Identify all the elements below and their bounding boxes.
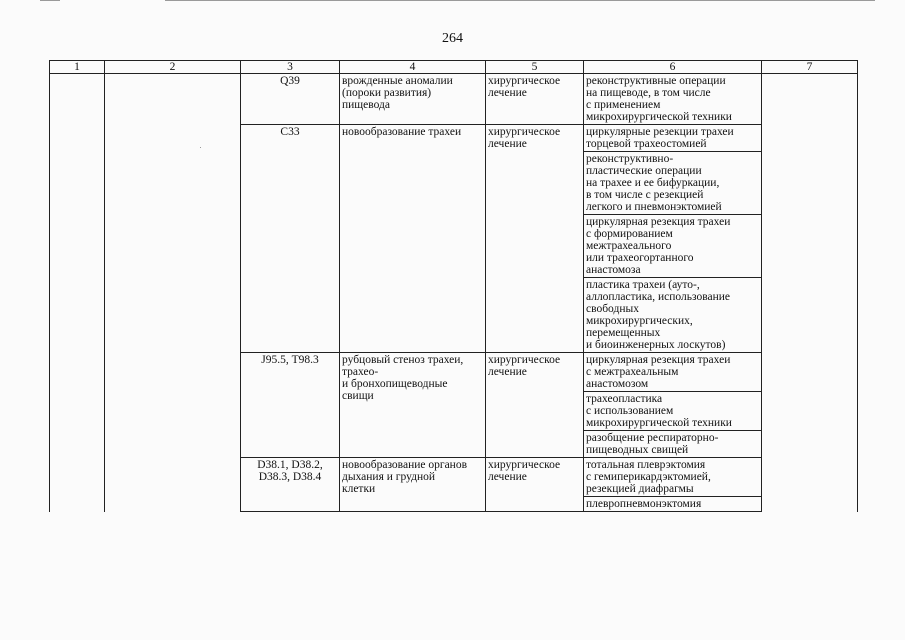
diagnosis-code: D38.3, D38.4	[258, 471, 322, 483]
method-text: трахеопластика	[586, 393, 663, 405]
treatment-cell	[486, 458, 584, 512]
diagnosis-code-cell	[241, 458, 340, 512]
diagnosis-text: клетки	[342, 483, 376, 495]
method-text: с гемиперикардэктомией,	[586, 471, 711, 483]
column-number: 5	[486, 61, 584, 74]
method-text: тотальная плеврэктомия	[586, 459, 706, 471]
method-text: с межтрахеальным	[586, 366, 679, 378]
treatment-type: лечение	[488, 366, 527, 378]
column-number-row	[50, 61, 858, 74]
diagnosis-code-cell	[241, 74, 340, 125]
method-cell	[584, 497, 762, 512]
scan-top-edge-left	[40, 0, 60, 1]
treatment-type: хирургическое	[488, 459, 561, 471]
method-text: микрохирургической техники	[586, 111, 732, 123]
diagnosis-code: Q39	[280, 75, 300, 87]
diagnosis-code-cell	[241, 353, 340, 458]
method-text: на пищеводе, в том числе	[586, 87, 711, 99]
method-text: плевропневмонэктомия	[586, 498, 702, 510]
cell-empty-col1	[50, 74, 105, 512]
diagnosis-cell	[340, 353, 486, 458]
method-text: или трахеогортанного	[586, 252, 694, 264]
diagnosis-cell	[340, 458, 486, 512]
treatment-type: лечение	[488, 87, 527, 99]
scan-top-edge-right	[165, 0, 875, 1]
method-text: пищеводных свищей	[586, 444, 689, 456]
diagnosis-text: рубцовый стеноз трахеи,	[342, 354, 464, 366]
method-text: легкого и пневмонэктомией	[586, 201, 722, 213]
method-text: с применением	[586, 99, 661, 111]
method-text: циркулярная резекция трахеи	[586, 216, 731, 228]
method-text: аллопластика, использование	[586, 291, 730, 303]
method-text: пластика трахеи (ауто-,	[586, 279, 700, 291]
treatment-cell	[486, 353, 584, 458]
method-text: торцевой трахеостомией	[586, 138, 707, 150]
method-cell	[584, 74, 762, 125]
cell-empty-col2	[105, 74, 241, 512]
column-number: 6	[584, 61, 762, 74]
diagnosis-code: С33	[280, 126, 300, 138]
column-number: 7	[762, 61, 858, 74]
method-cell	[584, 215, 762, 278]
method-text: анастомозом	[586, 378, 649, 390]
method-text: пластические операции	[586, 165, 702, 177]
diagnosis-text: свищи	[342, 390, 374, 402]
method-text: с использованием	[586, 405, 674, 417]
diagnosis-text: и бронхопищеводные	[342, 378, 448, 390]
column-number: 4	[340, 61, 486, 74]
column-number: 1	[50, 61, 105, 74]
treatment-type: хирургическое	[488, 354, 561, 366]
method-cell	[584, 353, 762, 392]
diagnosis-text: новообразование трахеи	[342, 126, 462, 138]
method-text: циркулярные резекции трахеи	[586, 126, 734, 138]
method-text: и биоинженерных лоскутов)	[586, 339, 726, 351]
method-text: микрохирургической техники	[586, 417, 732, 429]
diagnosis-code: D38.1, D38.2,	[257, 459, 323, 471]
column-number: 2	[105, 61, 241, 74]
diagnosis-text: пищевода	[342, 99, 390, 111]
column-number: 3	[241, 61, 340, 74]
method-cell	[584, 278, 762, 353]
table-row	[50, 74, 858, 125]
treatment-type: хирургическое	[488, 126, 561, 138]
treatment-cell	[486, 74, 584, 125]
diagnosis-text: трахео-	[342, 366, 379, 378]
diagnosis-cell	[340, 74, 486, 125]
method-text: свободных	[586, 303, 639, 315]
cell-empty-col7	[762, 74, 858, 512]
method-cell	[584, 125, 762, 152]
diagnosis-text: новообразование органов	[342, 459, 468, 471]
diagnosis-text: дыхания и грудной	[342, 471, 436, 483]
method-cell	[584, 458, 762, 497]
treatment-type: лечение	[488, 138, 527, 150]
method-text: анастомоза	[586, 264, 641, 276]
method-cell	[584, 392, 762, 431]
method-text: реконструктивные операции	[586, 75, 726, 87]
method-text: на трахее и ее бифуркации,	[586, 177, 720, 189]
method-text: с формированием	[586, 228, 673, 240]
diagnosis-code-cell	[241, 125, 340, 353]
method-text: микрохирургических,	[586, 315, 693, 327]
procedures-table	[49, 60, 858, 512]
page-number: 264	[442, 31, 463, 46]
method-cell	[584, 431, 762, 458]
method-text: реконструктивно-	[586, 153, 674, 165]
treatment-type: хирургическое	[488, 75, 561, 87]
diagnosis-text: врожденные аномалии	[342, 75, 453, 87]
method-cell	[584, 152, 762, 215]
method-text: межтрахеального	[586, 240, 672, 252]
treatment-type: лечение	[488, 471, 527, 483]
method-text: в том числе с резекцией	[586, 189, 704, 201]
diagnosis-text: (пороки развития)	[342, 87, 432, 99]
diagnosis-cell	[340, 125, 486, 353]
treatment-cell	[486, 125, 584, 353]
method-text: перемещенных	[586, 327, 661, 339]
method-text: разобщение респираторно-	[586, 432, 719, 444]
method-text: резекцией диафрагмы	[586, 483, 694, 495]
method-text: циркулярная резекция трахеи	[586, 354, 731, 366]
diagnosis-code: J95.5, Т98.3	[261, 354, 319, 366]
